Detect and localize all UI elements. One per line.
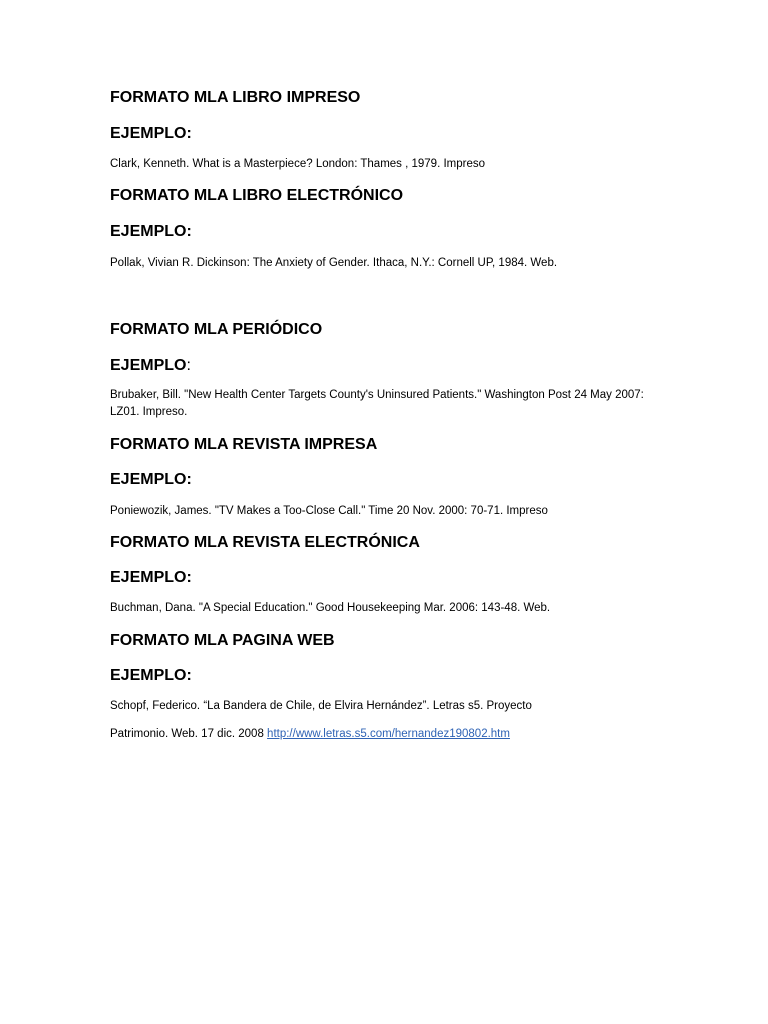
citation-revista-electronica: Buchman, Dana. "A Special Education." Good Housekeeping Mar. 2006: 143-48. Web.	[110, 602, 551, 614]
citation-pagina-web-line2	[110, 726, 510, 743]
section-heading-pagina-web: FORMATO MLA PAGINA WEB	[110, 632, 335, 649]
example-label-revista-impresa: EJEMPLO:	[110, 471, 192, 488]
section-heading-revista-impresa: FORMATO MLA REVISTA IMPRESA	[110, 436, 378, 453]
citation-periodico: Brubaker, Bill. "New Health Center Targets County's Uninsured Patients." Washington Post 24 May 2007: LZ01. Impreso.	[110, 389, 644, 418]
section-heading-revista-electronica: FORMATO MLA REVISTA ELECTRÓNICA	[110, 534, 420, 551]
section-heading-periodico: FORMATO MLA PERIÓDICO	[110, 321, 323, 338]
example-label-revista-electronica: EJEMPLO:	[110, 569, 192, 586]
document-page	[110, 0, 670, 1024]
section-heading-libro-electronico: FORMATO MLA LIBRO ELECTRÓNICO	[110, 187, 404, 204]
section-heading-libro-impreso: FORMATO MLA LIBRO IMPRESO	[110, 89, 361, 106]
example-label-libro-electronico: EJEMPLO:	[110, 223, 192, 240]
citation-libro-impreso: Clark, Kenneth. What is a Masterpiece? London: Thames , 1979. Impreso	[110, 158, 486, 170]
example-label-pagina-web: EJEMPLO:	[110, 667, 192, 684]
example-label-periodico-colon: :	[186, 357, 191, 374]
citation-pagina-web-line1: Schopf, Federico. “La Bandera de Chile, de Elvira Hernández”. Letras s5. Proyecto	[110, 700, 532, 712]
citation-pagina-web-link[interactable]: http://www.letras.s5.com/hernandez190802.htm	[267, 728, 510, 740]
example-label-libro-impreso: EJEMPLO:	[110, 125, 192, 142]
citation-libro-electronico: Pollak, Vivian R. Dickinson: The Anxiety of Gender. Ithaca, N.Y.: Cornell UP, 1984. Web.	[110, 257, 558, 269]
example-label-periodico-text: EJEMPLO	[110, 357, 187, 374]
citation-pagina-web-line2-text: Patrimonio. Web. 17 dic. 2008	[110, 728, 268, 740]
citation-revista-impresa: Poniewozik, James. "TV Makes a Too-Close Call." Time 20 Nov. 2000: 70-71. Impreso	[110, 505, 548, 517]
example-label-periodico	[110, 356, 191, 376]
